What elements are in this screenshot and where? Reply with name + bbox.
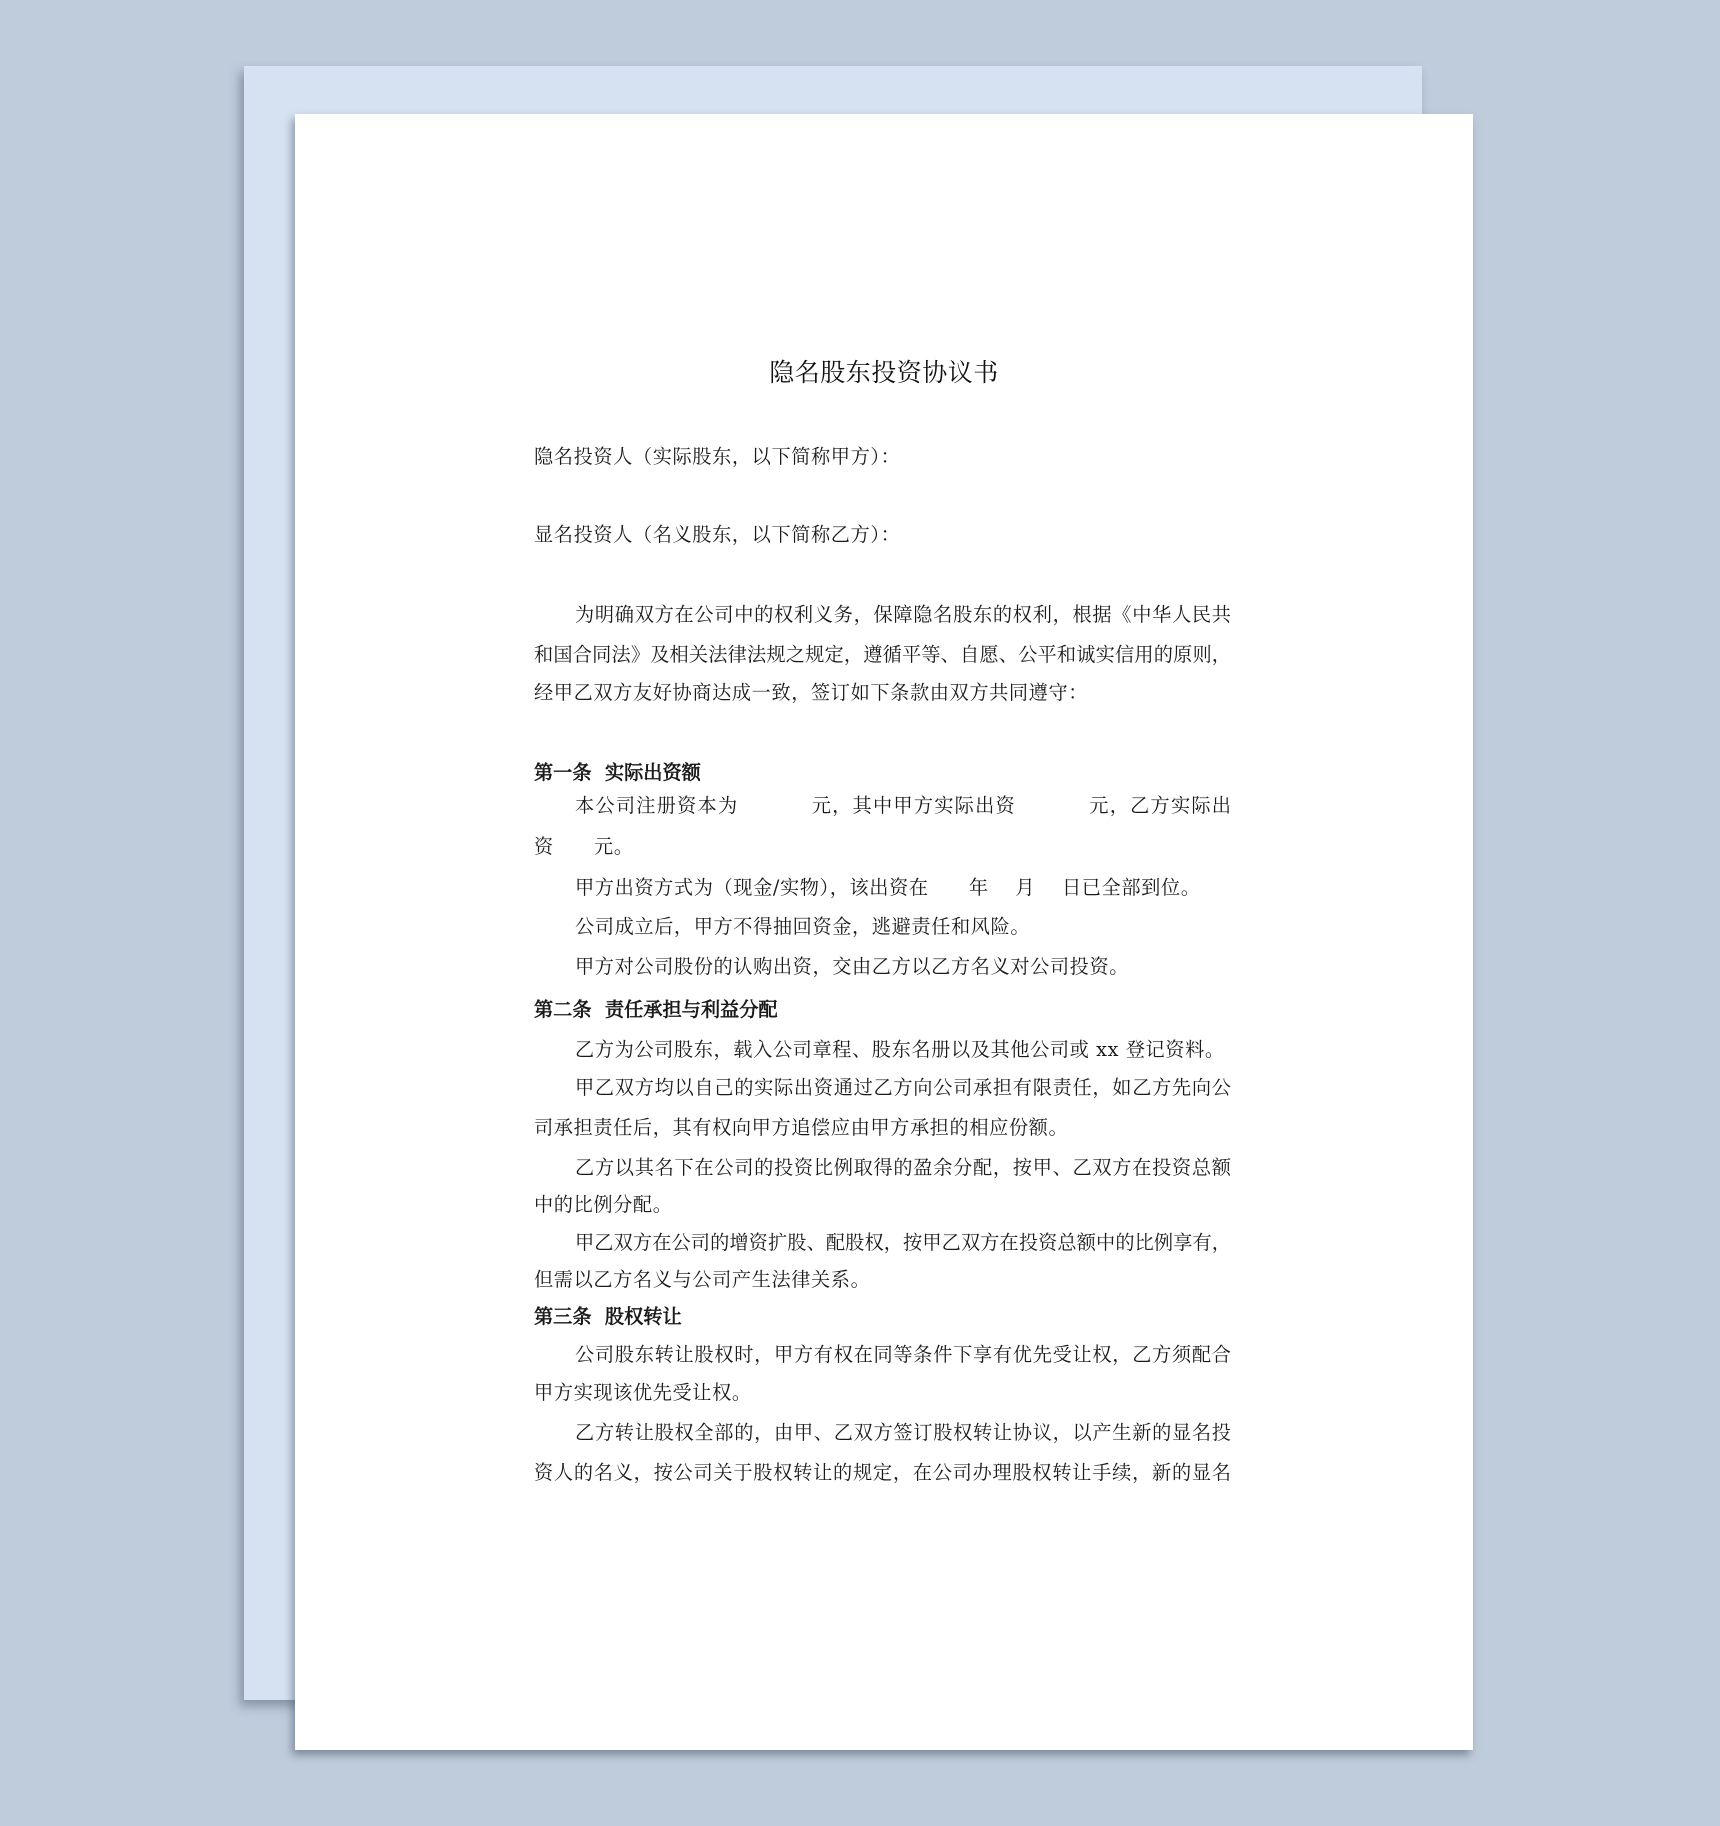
- article-3-line: 公司股东转让股权时，甲方有权在同等条件下享有优先受让权，乙方须配合: [575, 1343, 1231, 1366]
- article-1-line: 本公司注册资本为 元，其中甲方实际出资 元，乙方实际出: [575, 794, 1231, 817]
- article-1-line: 公司成立后，甲方不得抽回资金，逃避责任和风险。: [575, 915, 1031, 938]
- party-b-line: 显名投资人（名义股东，以下简称乙方）：: [534, 523, 901, 546]
- preamble-line: 为明确双方在公司中的权利义务，保障隐名股东的权利，根据《中华人民共: [575, 603, 1231, 626]
- preamble-line: 经甲乙双方友好协商达成一致，签订如下条款由双方共同遵守：: [534, 681, 1089, 704]
- article-1-heading: 第一条 实际出资额: [534, 761, 701, 784]
- document-page: [295, 114, 1473, 1750]
- article-2-heading: 第二条 责任承担与利益分配: [534, 998, 778, 1021]
- article-2-line: 甲乙双方在公司的增资扩股、配股权，按甲乙双方在投资总额中的比例享有，: [575, 1231, 1231, 1254]
- article-1-line: 甲方对公司股份的认购出资，交由乙方以乙方名义对公司投资。: [575, 955, 1130, 978]
- article-2-line: 乙方为公司股东，载入公司章程、股东名册以及其他公司或 xx 登记资料。: [575, 1038, 1225, 1061]
- preamble-line: 和国合同法》及相关法律法规之规定，遵循平等、自愿、公平和诚实信用的原则，: [534, 643, 1231, 666]
- article-2-line: 乙方以其名下在公司的投资比例取得的盈余分配，按甲、乙双方在投资总额: [575, 1156, 1231, 1179]
- article-3-line: 甲方实现该优先受让权。: [534, 1381, 752, 1404]
- party-a-line: 隐名投资人（实际股东，以下简称甲方）：: [534, 445, 901, 468]
- document-title: 隐名股东投资协议书: [769, 358, 999, 387]
- article-2-line: 中的比例分配。: [534, 1193, 673, 1216]
- article-1-line: 甲方出资方式为（现金/实物），该出资在 年 月 日已全部到位。: [575, 876, 1201, 899]
- article-3-line: 乙方转让股权全部的，由甲、乙双方签订股权转让协议，以产生新的显名投: [575, 1421, 1231, 1444]
- article-1-line: 资 元。: [534, 835, 634, 858]
- article-2-line: 甲乙双方均以自己的实际出资通过乙方向公司承担有限责任，如乙方先向公: [575, 1076, 1231, 1099]
- article-3-heading: 第三条 股权转让: [534, 1305, 682, 1328]
- article-2-line: 司承担责任后，其有权向甲方追偿应由甲方承担的相应份额。: [534, 1116, 1069, 1139]
- article-2-line: 但需以乙方名义与公司产生法律关系。: [534, 1268, 871, 1291]
- article-3-line: 资人的名义，按公司关于股权转让的规定，在公司办理股权转让手续，新的显名: [534, 1461, 1231, 1484]
